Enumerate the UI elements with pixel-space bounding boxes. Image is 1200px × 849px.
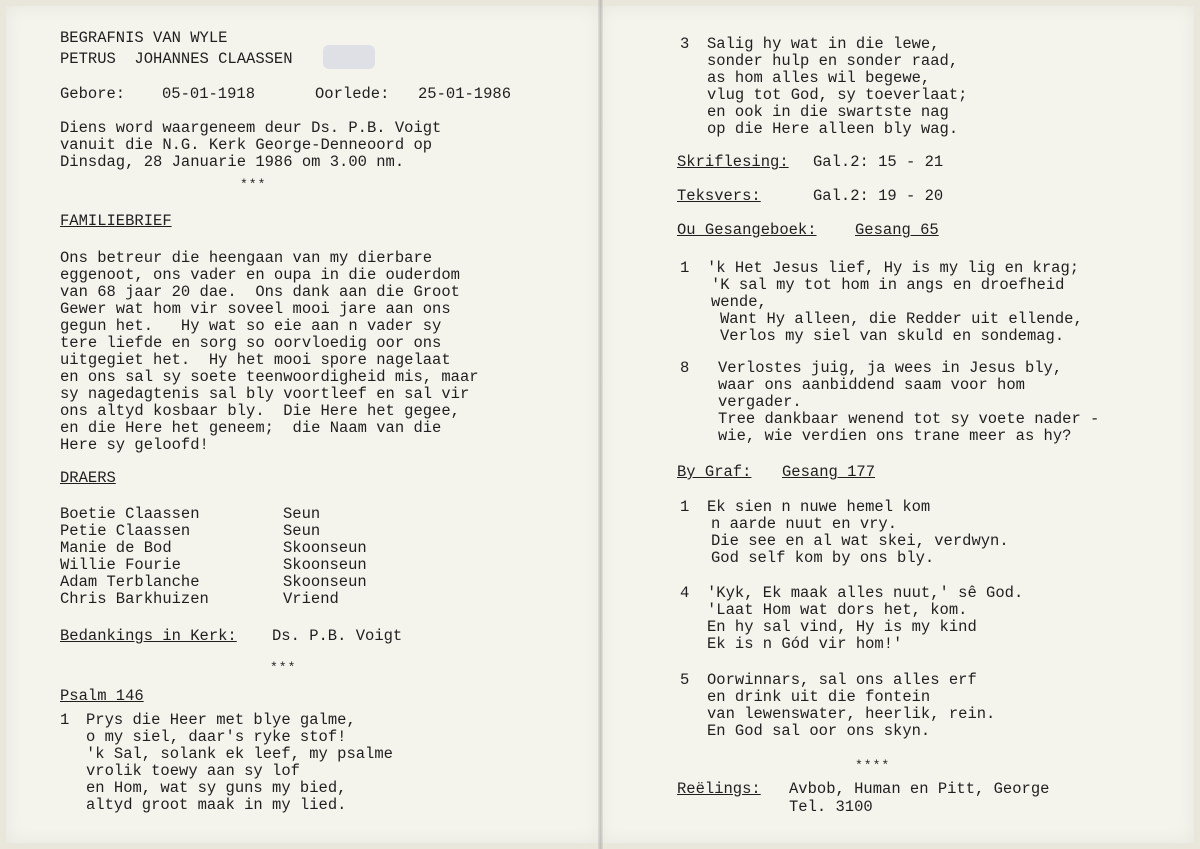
died-label: Oorlede:: [315, 85, 390, 103]
bearer-name: Chris Barkhuizen: [60, 590, 209, 608]
bearers-title: DRAERS: [60, 469, 116, 487]
text-verse-label: Teksvers:: [677, 187, 761, 205]
family-letter-line: tere liefde en sorg so oorvloedig oor ons: [60, 334, 442, 352]
family-letter-line: en ons sal sy soete teenwoordigheid mis, maar: [60, 368, 479, 386]
bearer-name: Adam Terblanche: [60, 573, 200, 591]
arrangements-label: Reëlings:: [677, 780, 761, 798]
psalm-line: 'k Sal, solank ek leef, my psalme: [86, 745, 393, 763]
bearer-relation: Seun: [283, 505, 321, 523]
hymn-line: Verlos my siel van skuld en sondemag.: [720, 327, 1065, 345]
service-line: Dinsdag, 28 Januarie 1986 om 3.00 nm.: [60, 153, 405, 171]
bearer-relation: Skoonseun: [283, 573, 367, 591]
hymn-verse-number: 4: [680, 584, 690, 602]
bearer-relation: Skoonseun: [283, 556, 367, 574]
psalm-line: altyd groot maak in my lied.: [86, 796, 347, 814]
hymn-line: En hy sal vind, Hy is my kind: [707, 618, 977, 636]
hymnbook-value: Gesang 65: [855, 221, 939, 239]
family-letter-line: van 68 jaar 20 dae. Ons dank aan die Groot: [60, 283, 460, 301]
thanks-label: Bedankings in Kerk:: [60, 627, 237, 645]
psalm-verse: [707, 36, 967, 138]
bearer-name: Manie de Bod: [60, 539, 172, 557]
bearer-relation: Skoonseun: [283, 539, 367, 557]
born-label: Gebore:: [60, 85, 126, 103]
psalm-verse-number: 3: [680, 35, 690, 53]
hymn-verse-number: 1: [680, 259, 690, 277]
family-letter-line: Ons betreur die heengaan van my dierbare: [60, 249, 433, 267]
hymn-line: n aarde nuut en vry.: [711, 515, 898, 533]
bearer-relation: Seun: [283, 522, 321, 540]
psalm-line: as hom alles wil begewe,: [707, 69, 931, 87]
family-letter-line: gegun het. Hy wat so eie aan n vader sy: [60, 317, 442, 335]
hymn-line: Die see en al wat skei, verdwyn.: [711, 532, 1009, 550]
hymn-verse-number: 5: [680, 671, 690, 689]
thanks-value: Ds. P.B. Voigt: [272, 627, 403, 645]
hymn-verse-number: 8: [680, 359, 690, 377]
hymn-verse: [718, 360, 1099, 445]
bearer-name: Petie Claassen: [60, 522, 191, 540]
hymnbook-label: Ou Gesangeboek:: [677, 221, 817, 239]
family-letter-line: Gewer wat hom vir soveel mooi jare aan ons: [60, 300, 451, 318]
grave-hymn: Gesang 177: [782, 463, 876, 481]
family-letter-line: sy nagedagtenis sal bly voortleef en sal vir: [60, 385, 470, 403]
title-line-2: PETRUS JOHANNES CLAASSEN: [60, 50, 293, 68]
hymn-line: God self kom by ons bly.: [711, 549, 935, 567]
psalm-line: en Hom, wat sy guns my bied,: [86, 779, 347, 797]
family-letter-line: en die Here het geneem; die Naam van die: [60, 419, 442, 437]
psalm-line: Salig hy wat in die lewe,: [707, 35, 940, 53]
arrangements-value: Avbob, Human en Pitt, George: [789, 780, 1050, 798]
hymn-line: en drink uit die fontein: [707, 688, 931, 706]
psalm-line: en ook in die swartste nag: [707, 103, 949, 121]
died-date: 25-01-1986: [418, 85, 512, 103]
center-fold: [598, 0, 603, 849]
separator-stars: ***: [270, 660, 297, 675]
hymn-line: Tree dankbaar wenend tot sy voete nader -: [718, 410, 1100, 428]
hymn-line: wie, wie verdien ons trane meer as hy?: [718, 427, 1072, 445]
hymn-line: 'k Het Jesus lief, Hy is my lig en krag;: [707, 259, 1080, 277]
psalm-line: sonder hulp en sonder raad,: [707, 52, 959, 70]
hymn-line: Verlostes juig, ja wees in Jesus bly,: [718, 359, 1063, 377]
separator-stars: ****: [855, 758, 891, 773]
service-details: [60, 120, 441, 171]
psalm-verse: [86, 712, 393, 814]
hymn-verse: [707, 499, 1009, 567]
scripture-reading-value: Gal.2: 15 - 21: [813, 153, 944, 171]
bearer-name: Boetie Claassen: [60, 505, 200, 523]
service-line: Diens word waargeneem deur Ds. P.B. Voigt: [60, 119, 442, 137]
ink-stain: [323, 45, 375, 69]
family-letter-title: FAMILIEBRIEF: [60, 212, 172, 230]
hymn-line: vergader.: [718, 393, 802, 411]
hymn-line: van lewenswater, heerlik, rein.: [707, 705, 996, 723]
born-date: 05-01-1918: [162, 85, 256, 103]
psalm-line: vrolik toewy aan sy lof: [86, 762, 300, 780]
grave-label: By Graf:: [677, 463, 752, 481]
hymn-line: 'K sal my tot hom in angs en droefheid: [711, 276, 1065, 294]
hymn-line: En God sal oor ons skyn.: [707, 722, 931, 740]
family-letter-body: [60, 250, 479, 454]
hymn-verse: [707, 672, 995, 740]
hymn-line: waar ons aanbiddend saam voor hom: [718, 376, 1025, 394]
scripture-reading-label: Skriflesing:: [677, 153, 789, 171]
hymn-verse: [707, 260, 1083, 345]
hymn-line: Ek is n Gód vir hom!': [707, 635, 903, 653]
arrangements-phone: Tel. 3100: [789, 798, 873, 816]
psalm-line: o my siel, daar's ryke stof!: [86, 728, 347, 746]
psalm-line: Prys die Heer met blye galme,: [86, 711, 356, 729]
psalm-verse-number: 1: [60, 711, 70, 729]
hymn-line: wende,: [711, 293, 767, 311]
psalm-line: op die Here alleen bly wag.: [707, 120, 959, 138]
hymn-verse: [707, 585, 1023, 653]
hymn-line: Oorwinnars, sal ons alles erf: [707, 671, 977, 689]
text-verse-value: Gal.2: 19 - 20: [813, 187, 944, 205]
family-letter-line: eggenoot, ons vader en oupa in die ouderdom: [60, 266, 460, 284]
psalm-line: vlug tot God, sy toeverlaat;: [707, 86, 968, 104]
title-line-1: BEGRAFNIS VAN WYLE: [60, 29, 228, 47]
hymn-verse-number: 1: [680, 498, 690, 516]
hymn-line: Want Hy alleen, die Redder uit ellende,: [720, 310, 1083, 328]
hymn-line: 'Kyk, Ek maak alles nuut,' sê God.: [707, 584, 1024, 602]
psalm-title: Psalm 146: [60, 687, 144, 705]
bearer-relation: Vriend: [283, 590, 339, 608]
family-letter-line: ons altyd kosbaar bly. Die Here het gegee,: [60, 402, 460, 420]
hymn-line: 'Laat Hom wat dors het, kom.: [707, 601, 968, 619]
family-letter-line: uitgegiet het. Hy het mooi spore nagelaat: [60, 351, 451, 369]
family-letter-line: Here sy geloofd!: [60, 436, 209, 454]
separator-stars: ***: [240, 177, 267, 192]
service-line: vanuit die N.G. Kerk George-Denneoord op: [60, 136, 433, 154]
hymn-line: Ek sien n nuwe hemel kom: [707, 498, 931, 516]
bearer-name: Willie Fourie: [60, 556, 181, 574]
